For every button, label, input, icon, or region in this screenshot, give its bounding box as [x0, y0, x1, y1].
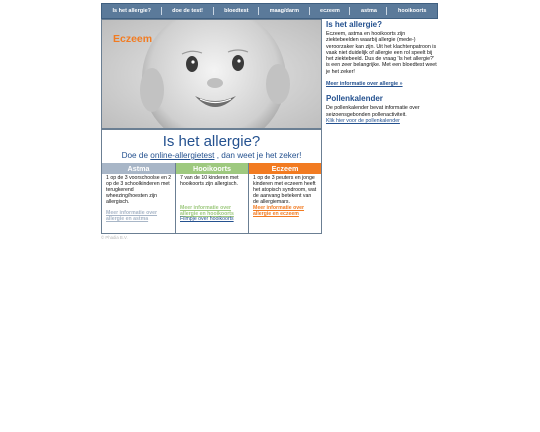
nav-item-hooikoorts[interactable]: hooikoorts [398, 8, 427, 14]
nav-item-astma[interactable]: astma [350, 4, 387, 18]
column-header-astma: Astma [102, 163, 175, 174]
pollen-text: De pollenkalender bevat informatie over seizoensgebonden pollenactiviteit. [326, 105, 420, 118]
column-text-hooikoorts: 7 van de 10 kinderen met hooikoorts zijn allergisch. [180, 175, 239, 188]
column-text-eczeem: 1 op de 3 peuters en jonge kinderen met eczeem heeft het atopisch syndroom, wat de aanvang betekent van de allergiemars. [253, 175, 317, 206]
copyright: © Phadia B.V. [101, 235, 128, 240]
astma-more-link[interactable]: Meer informatie over allergie en astma [106, 210, 158, 222]
column-header-hooikoorts: Hooikoorts [176, 163, 248, 174]
nav-item-eczeem[interactable]: eczeem [310, 4, 351, 18]
info-columns [102, 163, 321, 234]
eczeem-more-link[interactable]: Meer informatie over allergie en eczeem [253, 205, 305, 217]
column-hooikoorts [175, 163, 248, 234]
panel-subtitle: Doe de online-allergietest , dan weet je het zeker! [121, 151, 302, 160]
more-info-allergy-link[interactable]: Meer informatie over allergie » [326, 81, 403, 88]
top-nav [101, 3, 438, 19]
hero-photo [101, 19, 322, 129]
hooikoorts-film-link[interactable]: Filmpje over hooikoorts [180, 216, 234, 222]
column-astma [102, 163, 175, 234]
sidebar [326, 19, 438, 124]
nav-item-doe-de-test[interactable]: doe de test! [162, 4, 214, 18]
sidebar-heading: Is het allergie? [326, 20, 383, 29]
nav-item-maag-darm[interactable]: maag/darm [259, 4, 309, 18]
nav-item-is-het-allergie[interactable]: Is het allergie? [102, 4, 162, 18]
column-eczeem [248, 163, 321, 234]
sidebar-text: Eczeem, astma en hooikoorts zijn ziektebeelden waarbij allergie (mede-) veroorzaker kan zijn. Uit het klachtenpatroon is vaak niet duidelijk of allergie een rol speelt bij het ziektebeeld. Dus de vraag 'Is het allergie?' is een zeer belangrijke. Met een bloedtest weet je het zeker! [326, 31, 437, 75]
hero-title: Eczeem [113, 33, 153, 45]
allergy-panel [101, 129, 322, 234]
nav-item-bloedtest[interactable]: bloedtest [214, 4, 260, 18]
hero-row [101, 19, 438, 129]
online-test-link[interactable]: online-allergietest [150, 151, 215, 160]
hooikoorts-more-link[interactable]: Meer informatie over allergie en hooikoorts [180, 205, 234, 217]
pollen-heading: Pollenkalender [326, 94, 383, 104]
pollen-calendar-link[interactable]: Klik hier voor de pollenkalender [326, 117, 400, 124]
panel-question: Is het allergie? [162, 133, 261, 150]
page-frame [101, 3, 438, 240]
column-header-eczeem: Eczeem [249, 163, 321, 174]
column-text-astma: 1 op de 3 voorschoolse en 2 op de 3 schoolkinderen met terugkerend wheezing/hoesten zijn allergisch. [106, 175, 172, 206]
